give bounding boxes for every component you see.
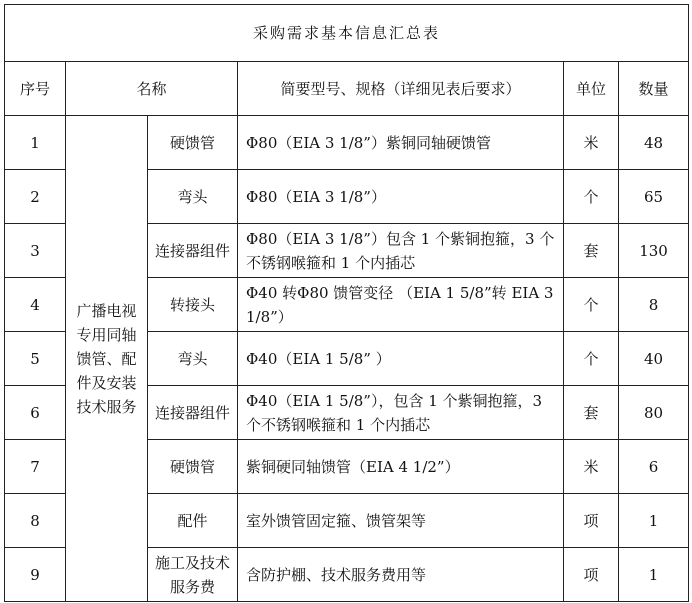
row-spec: Φ80（EIA 3 1/8”）包含 1 个紫铜抱箍，3 个不锈钢喉箍和 1 个内插芯: [238, 224, 564, 278]
header-spec: 简要型号、规格（详细见表后要求）: [238, 62, 564, 116]
row-seq: 6: [5, 386, 66, 440]
group-name: 广播电视专用同轴馈管、配件及安装技术服务: [66, 116, 148, 602]
row-name: 硬馈管: [148, 440, 238, 494]
row-seq: 7: [5, 440, 66, 494]
row-seq: 4: [5, 278, 66, 332]
procurement-summary-table: [4, 4, 689, 602]
row-spec: Φ80（EIA 3 1/8”）: [238, 170, 564, 224]
row-qty: 80: [619, 386, 689, 440]
row-name: 硬馈管: [148, 116, 238, 170]
row-seq: 8: [5, 494, 66, 548]
row-spec: Φ80（EIA 3 1/8”）紫铜同轴硬馈管: [238, 116, 564, 170]
row-qty: 130: [619, 224, 689, 278]
row-name: 弯头: [148, 170, 238, 224]
row-unit: 项: [564, 494, 619, 548]
table-row: [5, 116, 689, 170]
row-spec: 紫铜硬同轴馈管（EIA 4 1/2”）: [238, 440, 564, 494]
row-unit: 个: [564, 278, 619, 332]
header-name: 名称: [66, 62, 238, 116]
row-seq: 2: [5, 170, 66, 224]
row-spec: Φ40 转Φ80 馈管变径 （EIA 1 5/8”转 EIA 3 1/8”）: [238, 278, 564, 332]
row-name: 配件: [148, 494, 238, 548]
row-qty: 1: [619, 548, 689, 602]
row-unit: 个: [564, 332, 619, 386]
row-unit: 套: [564, 386, 619, 440]
table-title: 采购需求基本信息汇总表: [5, 5, 689, 62]
row-name: 弯头: [148, 332, 238, 386]
row-name: 连接器组件: [148, 386, 238, 440]
row-seq: 5: [5, 332, 66, 386]
row-name: 转接头: [148, 278, 238, 332]
row-unit: 个: [564, 170, 619, 224]
row-spec: Φ40（EIA 1 5/8”），包含 1 个紫铜抱箍，3 个不锈钢喉箍和 1 个内插芯: [238, 386, 564, 440]
row-seq: 3: [5, 224, 66, 278]
row-spec: 室外馈管固定箍、馈管架等: [238, 494, 564, 548]
row-seq: 9: [5, 548, 66, 602]
row-unit: 套: [564, 224, 619, 278]
row-unit: 米: [564, 440, 619, 494]
header-seq: 序号: [5, 62, 66, 116]
row-spec: Φ40（EIA 1 5/8” ）: [238, 332, 564, 386]
row-unit: 项: [564, 548, 619, 602]
row-qty: 65: [619, 170, 689, 224]
header-row: [5, 62, 689, 116]
header-qty: 数量: [619, 62, 689, 116]
row-qty: 48: [619, 116, 689, 170]
row-qty: 1: [619, 494, 689, 548]
row-qty: 8: [619, 278, 689, 332]
row-qty: 6: [619, 440, 689, 494]
row-seq: 1: [5, 116, 66, 170]
row-spec: 含防护棚、技术服务费用等: [238, 548, 564, 602]
row-name: 连接器组件: [148, 224, 238, 278]
row-qty: 40: [619, 332, 689, 386]
header-unit: 单位: [564, 62, 619, 116]
row-unit: 米: [564, 116, 619, 170]
row-name: 施工及技术服务费: [148, 548, 238, 602]
